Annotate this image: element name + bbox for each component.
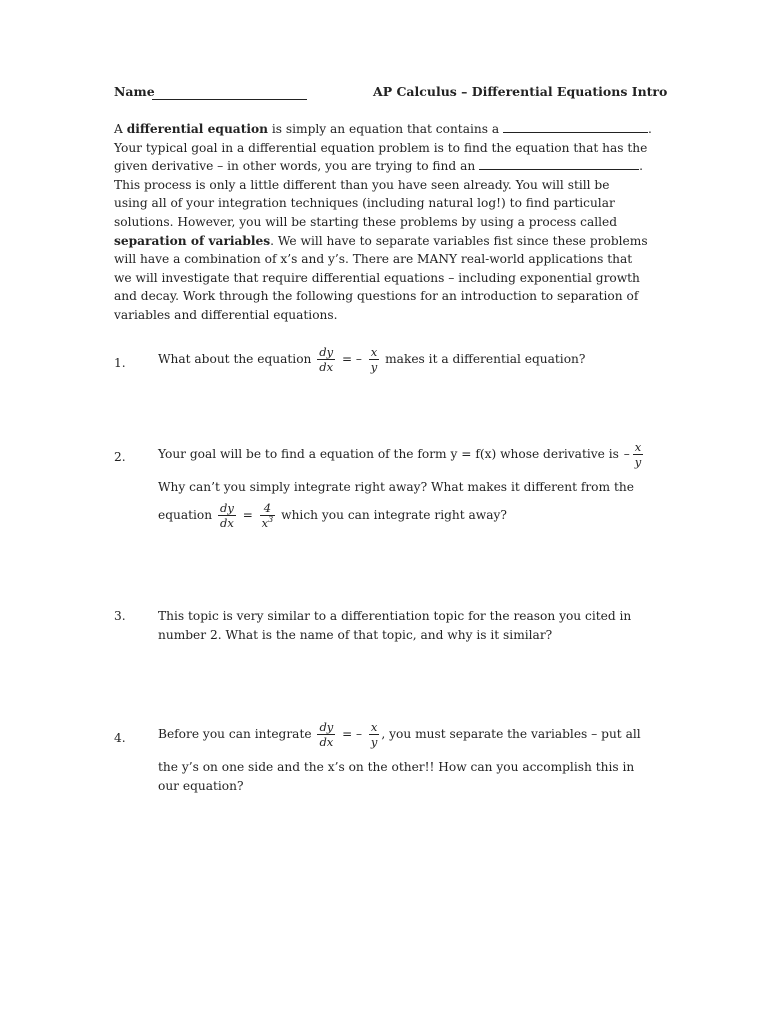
fraction-dy-dx xyxy=(317,345,335,374)
numerator: x xyxy=(370,720,378,734)
name-blank-line xyxy=(152,99,307,100)
equals-sign: = xyxy=(242,507,253,522)
exponent: 3 xyxy=(268,514,274,524)
intro-text: given derivative – in other words, you are trying to find an xyxy=(114,159,480,174)
numerator: x xyxy=(634,440,642,454)
question-body xyxy=(158,720,654,795)
minus-sign: – xyxy=(623,447,630,462)
denominator: y xyxy=(370,735,378,749)
question-number: 4. xyxy=(114,731,126,745)
numerator: dy xyxy=(319,345,334,359)
question-text: Your goal will be to find a equation of the form y = f(x) whose derivative is xyxy=(158,447,623,461)
intro-paragraph xyxy=(114,120,654,325)
question-text: Before you can integrate xyxy=(158,727,316,741)
denominator: y xyxy=(370,360,378,374)
question-line: our equation? xyxy=(158,778,244,793)
fraction-x-y xyxy=(369,345,380,374)
question-body xyxy=(158,607,654,644)
intro-line-10: and decay. Work through the following questions for an introduction to separation of xyxy=(114,289,639,304)
question-body xyxy=(158,440,654,530)
name-label: Name xyxy=(114,84,155,99)
denominator: y xyxy=(634,455,642,469)
numerator: dy xyxy=(319,720,334,734)
worksheet-header xyxy=(114,84,668,106)
intro-text: is simply an equation that contains a xyxy=(267,122,503,136)
question-line xyxy=(158,440,654,478)
numerator: x xyxy=(370,345,378,359)
question-4 xyxy=(114,720,654,800)
question-number: 2. xyxy=(114,450,126,464)
question-text: equation xyxy=(158,507,216,522)
denominator: dx xyxy=(319,735,334,749)
question-text: , you must separate the variables – put all xyxy=(381,727,641,741)
intro-text: . xyxy=(647,122,652,136)
intro-line-6: solutions. However, you will be starting these problems by using a process called xyxy=(114,214,618,229)
fraction-x-y xyxy=(369,720,380,749)
question-line xyxy=(158,720,654,758)
question-line: Why can’t you simply integrate right away? What makes it different from the xyxy=(158,480,634,494)
intro-line-11: variables and differential equations. xyxy=(114,307,338,322)
term-separation-of-variables: separation of variables xyxy=(114,233,271,248)
base: x xyxy=(261,515,269,530)
fraction-x-y xyxy=(633,440,644,469)
intro-text: . We will have to separate variables fist since these problems xyxy=(270,233,648,248)
denominator: dx xyxy=(220,515,234,530)
fraction-dy-dx xyxy=(317,720,335,749)
question-text: What about the equation xyxy=(158,352,316,366)
equals-minus: = – xyxy=(342,352,362,367)
question-line xyxy=(158,501,654,530)
intro-text: . xyxy=(639,159,643,174)
question-3 xyxy=(114,607,654,647)
intro-line-7 xyxy=(114,232,654,251)
numerator: dy xyxy=(220,500,234,515)
denominator xyxy=(260,516,276,530)
question-line: the y’s on one side and the x’s on the other!! How can you accomplish this in xyxy=(158,760,635,774)
intro-line-5: using all of your integration techniques (including natural log!) to find particular xyxy=(114,196,615,211)
fraction-4-x3 xyxy=(260,501,276,530)
question-text: which you can integrate right away? xyxy=(281,507,507,522)
question-number: 3. xyxy=(114,609,126,623)
intro-line-8: will have a combination of x’s and y’s. There are MANY real-world applications that xyxy=(114,252,633,267)
intro-line-2: Your typical goal in a differential equation problem is to find the equation that has the xyxy=(114,140,648,155)
denominator: dx xyxy=(319,360,334,374)
question-1 xyxy=(114,345,654,385)
intro-line-4: This process is only a little different than you have seen already. You will still be xyxy=(114,177,610,192)
fraction-dy-dx xyxy=(218,501,236,530)
question-body xyxy=(158,345,654,374)
intro-line-3 xyxy=(114,157,654,176)
question-number: 1. xyxy=(114,356,126,370)
equals-minus: = – xyxy=(342,727,363,742)
numerator: 4 xyxy=(260,501,276,516)
question-text: makes it a differential equation? xyxy=(385,352,586,366)
question-line: number 2. What is the name of that topic, and why is it similar? xyxy=(158,627,553,642)
question-line xyxy=(158,345,654,374)
worksheet-title: AP Calculus – Differential Equations Intro xyxy=(373,84,668,99)
question-2 xyxy=(114,440,654,540)
intro-line-1 xyxy=(114,120,654,139)
fill-in-blank-2 xyxy=(479,159,639,170)
question-line: This topic is very similar to a differentiation topic for the reason you cited in xyxy=(158,609,632,623)
intro-line-9: we will investigate that require differential equations – including exponential growth xyxy=(114,270,640,285)
fill-in-blank-1 xyxy=(503,122,648,133)
intro-text: A xyxy=(114,122,127,136)
term-differential-equation: differential equation xyxy=(126,122,268,136)
